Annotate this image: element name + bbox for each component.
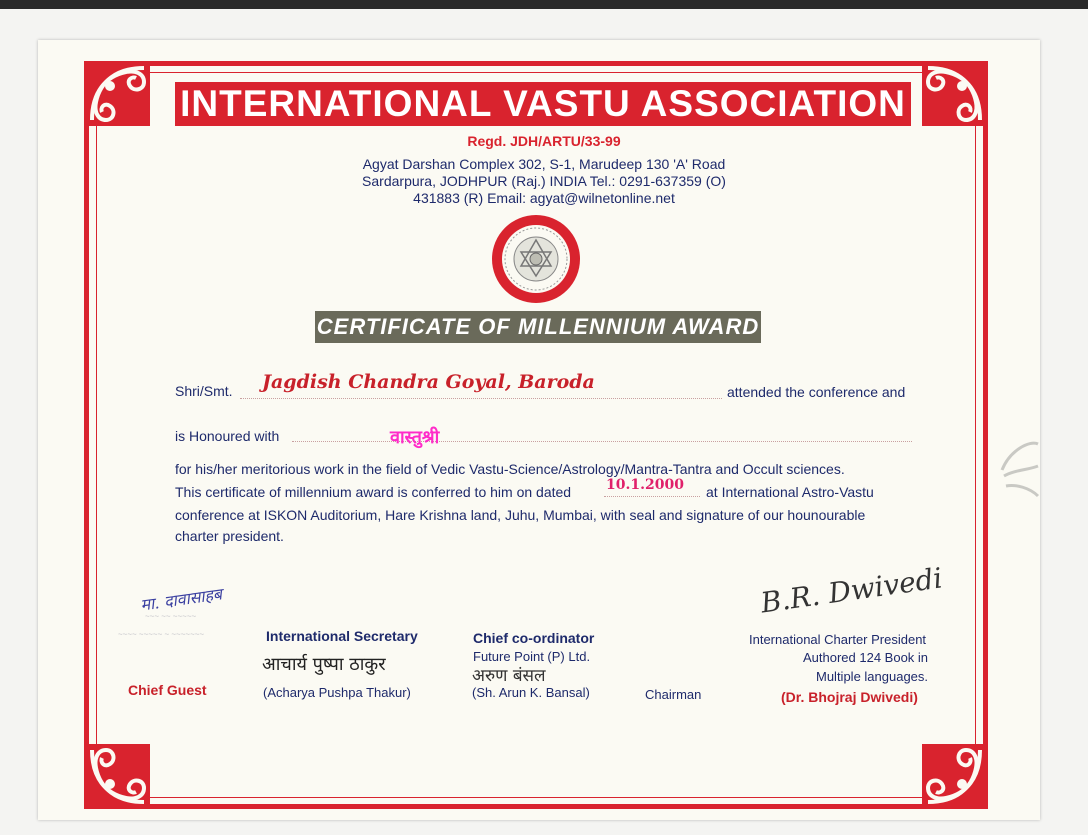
recipient-prefix: Shri/Smt. [175, 383, 233, 399]
award-title: CERTIFICATE OF MILLENNIUM AWARD [315, 311, 761, 343]
recipient-underline [240, 398, 722, 399]
coordinator-title: Chief co-ordinator [473, 630, 595, 646]
honour-title: वास्तुश्री [390, 427, 440, 448]
recipient-name: Jagdish Chandra Goyal, Baroda [262, 371, 595, 393]
attended-text: attended the conference and [727, 384, 906, 400]
vastu-seal-icon [491, 214, 581, 304]
screen-top-bar [0, 0, 1088, 9]
body-line-2a: This certificate of millennium award is conferred to him on dated [175, 484, 572, 500]
chief-guest-signature: मा. दावासाहब [139, 584, 224, 615]
coordinator-signature: अरुण बंसल [472, 666, 546, 686]
chairman-label: Chairman [645, 687, 702, 702]
president-languages: Multiple languages. [816, 669, 929, 684]
ornate-corner-icon [922, 744, 986, 808]
ornate-corner-icon [86, 744, 150, 808]
chief-guest-label: Chief Guest [128, 682, 207, 698]
date-underline [604, 496, 700, 497]
address-line-3: 431883 (R) Email: agyat@wilnetonline.net [413, 190, 675, 206]
honoured-with-label: is Honoured with [175, 428, 280, 444]
honour-underline [292, 441, 912, 442]
address-line-2: Sardarpura, JODHPUR (Raj.) INDIA Tel.: 0291-637359 (O) [362, 173, 726, 189]
president-books: Authored 124 Book in [803, 650, 929, 665]
president-signature: B.R. Dwivedi [758, 561, 945, 620]
intl-secretary-name: (Acharya Pushpa Thakur) [263, 685, 411, 700]
association-title: INTERNATIONAL VASTU ASSOCIATION [175, 82, 911, 126]
body-line-2b: at International Astro-Vastu [706, 484, 874, 500]
faint-stamp-text: ~~~ ~~ ~~~~~ [145, 612, 197, 621]
address-line-1: Agyat Darshan Complex 302, S-1, Marudeep 130 'A' Road [362, 156, 726, 172]
body-line-1: for his/her meritorious work in the field of Vedic Vastu-Science/Astrology/Mantra-Tantra and Occult sciences. [175, 461, 845, 477]
ornate-corner-icon [86, 62, 150, 126]
president-name: (Dr. Bhojraj Dwivedi) [781, 689, 918, 705]
coordinator-org: Future Point (P) Ltd. [473, 649, 591, 664]
intl-secretary-title: International Secretary [266, 628, 418, 644]
paper-smudge [1000, 430, 1040, 510]
ornate-corner-icon [922, 62, 986, 126]
coordinator-name: (Sh. Arun K. Bansal) [472, 685, 590, 700]
president-title: International Charter President [749, 632, 927, 647]
body-line-3: conference at ISKON Auditorium, Hare Krishna land, Juhu, Mumbai, with seal and signature of our hounourable [175, 507, 866, 523]
body-line-4: charter president. [175, 528, 284, 544]
faint-stamp-text: ~~~~ ~~~~~ ~ ~~~~~~~ [118, 630, 205, 639]
intl-secretary-signature: आचार्य पुष्पा ठाकुर [262, 654, 386, 675]
award-date: 10.1.2000 [606, 477, 684, 493]
registration-number: Regd. JDH/ARTU/33-99 [467, 133, 621, 149]
